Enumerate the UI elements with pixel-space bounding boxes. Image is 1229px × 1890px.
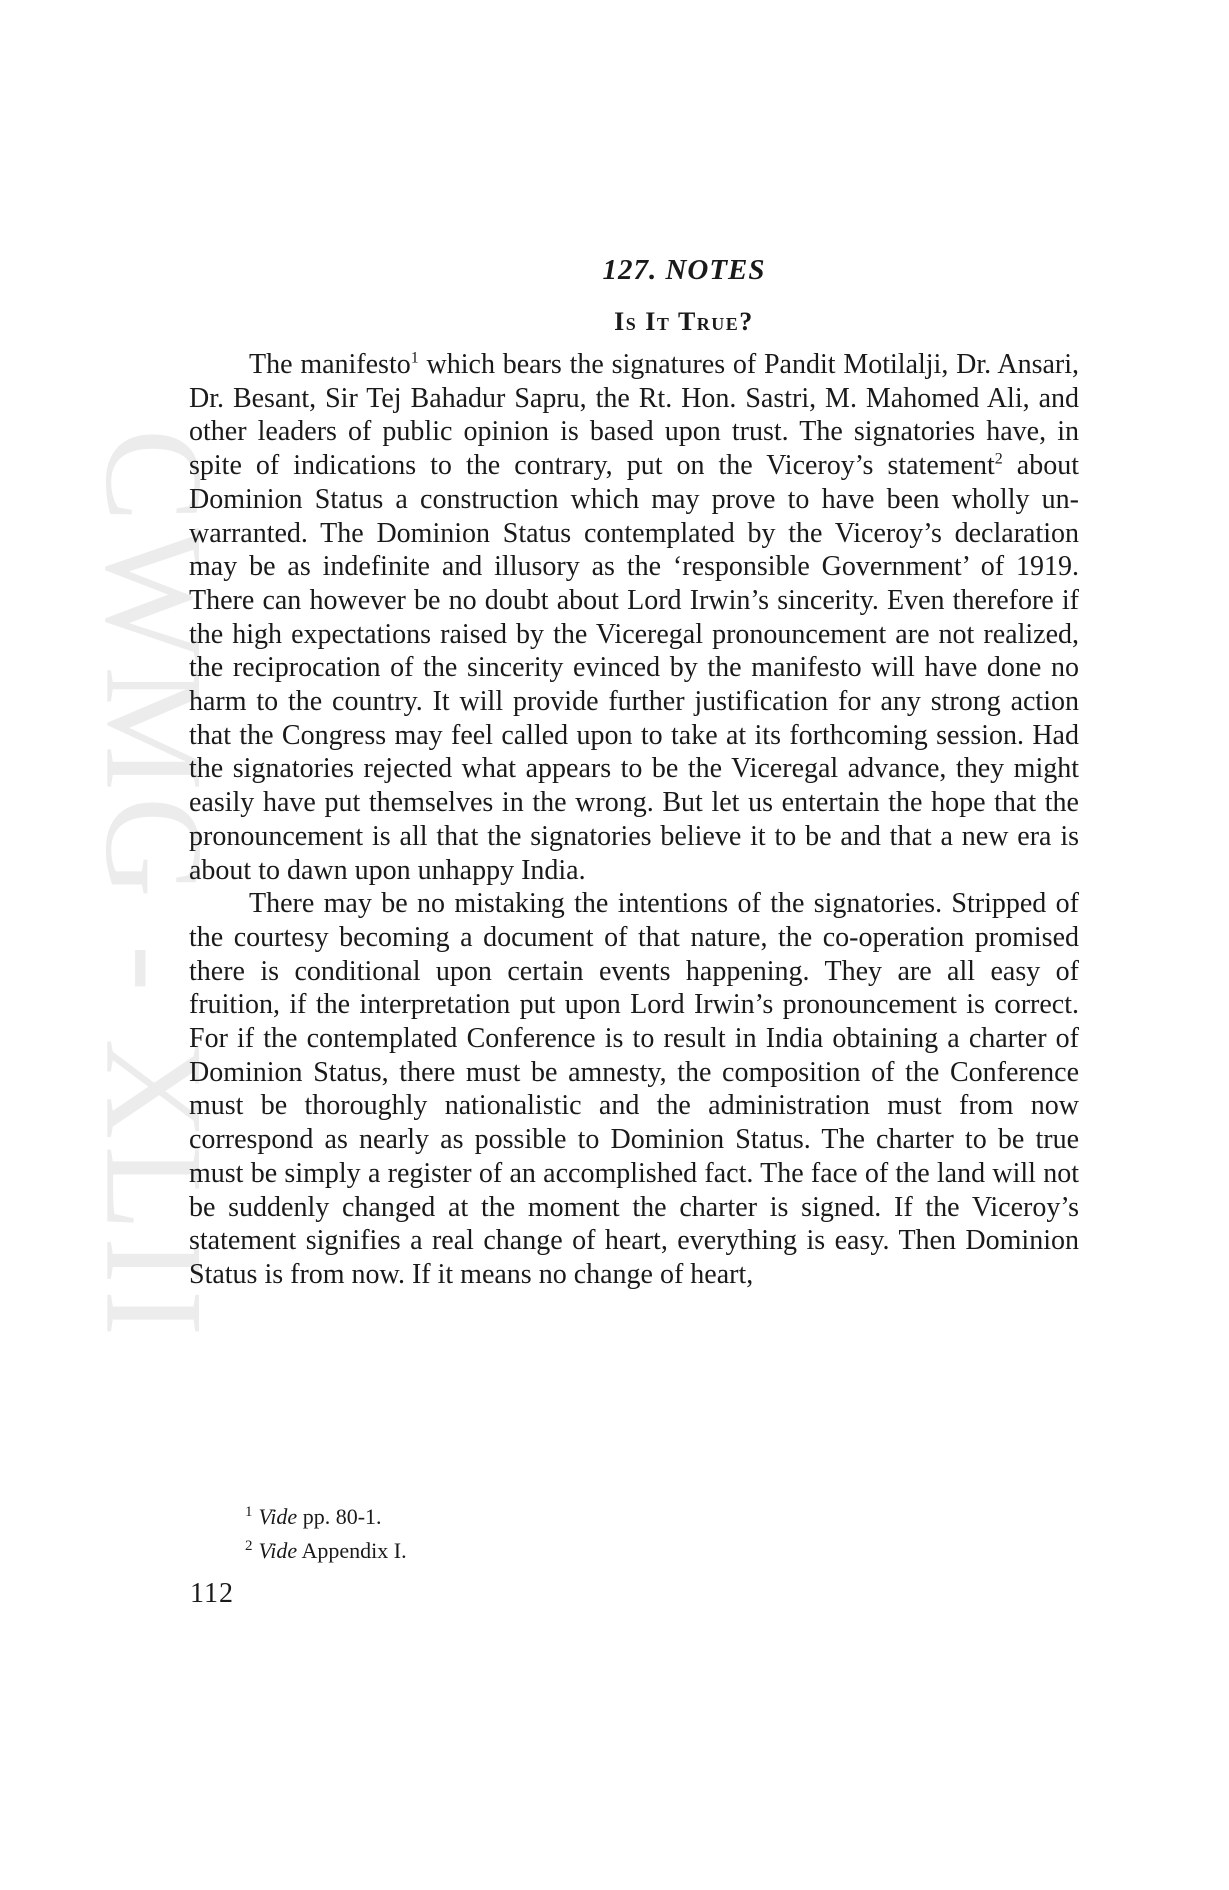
footnote-number: 2 <box>245 1537 253 1554</box>
paragraph-1-text-c: about Dominion Status a construction which may prove to have been wholly unwarranted. The Dominion Status contemplated by the Viceroy’s declaration may be as indefinite and illusory as the ‘responsible Government’ of 1919. There can however be no doubt about Lord Irwin’s sincerity. Even therefore if the high expectations raised by the Viceregal pronouncement are not realized, the reciprocation of the sincerity evinced by the manifesto will have done no harm to the country. It will provide further justification for any strong action that the Congress may feel called upon to take at its forthcoming session. Had the signatories rejected what appears to be the Viceregal advance, they might easily have put themselves in the wrong. But let us entertain the hope that the pronouncement is all that the signatories believe it to be and that a new era is about to dawn upon unhappy India. <box>189 450 1079 886</box>
footnote-ref-1: 1 <box>410 349 419 367</box>
footnote-1 <box>245 1500 407 1534</box>
page-title: 127. NOTES <box>602 254 766 286</box>
footnotes <box>245 1500 407 1568</box>
footnote-number: 1 <box>245 1503 253 1520</box>
footnote-vide: Vide <box>258 1538 298 1563</box>
paragraph-1-text-a: The manifesto <box>249 349 411 380</box>
page-body <box>189 250 1079 1292</box>
paragraph-2: There may be no mistaking the intentions of the signatories. Stripped of the courtesy becoming a document of that nature, the co-operation promised there is conditional upon certain events happening. They are all easy of fruition, if the interpretation put upon Lord Irwin’s pronouncement is correct. For if the contemplated Conference is to result in India obtaining a charter of Dominion Status, there must be amnesty, the composition of the Conference must be thoroughly nationalistic and the administration must from now correspond as nearly as possible to Dominion Status. The charter to be true must be simply a register of an accomplished fact. The face of the land will not be suddenly changed at the moment the charter is signed. If the Viceroy’s statement signifies a real change of heart, everything is easy. Then Dominion Status is from now. If it means no change of heart, <box>189 888 1079 1290</box>
watermark-text: CWMG - XLII <box>76 428 232 1342</box>
footnote-vide: Vide <box>258 1504 298 1529</box>
footnote-2 <box>245 1534 407 1568</box>
footnote-text: pp. 80-1. <box>297 1504 382 1529</box>
paragraph-1-text-b: which bears the signatures of Pandit Motilalji, Dr. Ansari, Dr. Besant, Sir Tej Bahadur Sapru, the Rt. Hon. Sastri, M. Mahomed Ali, and other leaders of public opinion is based upon trust. The signatories have, in spite of indications to the contrary, put on the Viceroy’s statement <box>189 349 1079 482</box>
page-number: 112 <box>190 1578 234 1609</box>
paragraph-1 <box>189 348 1079 887</box>
section-title: Is It True? <box>614 307 754 336</box>
footnote-text: Appendix I. <box>297 1538 407 1563</box>
footnote-ref-2: 2 <box>994 450 1003 468</box>
